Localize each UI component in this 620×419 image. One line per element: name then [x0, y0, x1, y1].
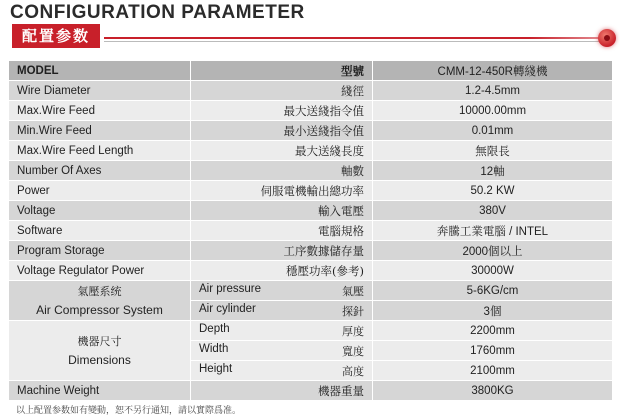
- row-label-en: Min.Wire Feed: [9, 121, 191, 141]
- header-label-cn: 型號: [191, 61, 373, 81]
- sub-label-en: Height: [199, 362, 233, 375]
- row-value: 2200mm: [373, 321, 613, 341]
- sub-label-cn: 厚度: [342, 324, 364, 338]
- table-row: [9, 241, 613, 261]
- row-value: 12軸: [373, 161, 613, 181]
- dimensions-label-en: Dimensions: [68, 352, 131, 367]
- sub-label-cn: 寬度: [342, 344, 364, 358]
- row-label-cn: 軸數: [191, 161, 373, 181]
- row-value: 2000個以上: [373, 241, 613, 261]
- table-row: [9, 261, 613, 281]
- table-row: [9, 181, 613, 201]
- table-row: [9, 81, 613, 101]
- row-label-cn: 穩壓功率(參考): [191, 261, 373, 281]
- row-value: 3個: [373, 301, 613, 321]
- header-rule-grey: [104, 41, 604, 42]
- row-label-cn: 綫徑: [191, 81, 373, 101]
- row-value: 3800KG: [373, 381, 613, 401]
- row-value: 5-6KG/cm: [373, 281, 613, 301]
- table-row: [9, 321, 613, 341]
- row-label-cn: 伺服電機輸出總功率: [191, 181, 373, 201]
- row-value: 50.2 KW: [373, 181, 613, 201]
- sub-label-en: Width: [199, 342, 229, 355]
- compressor-label-en: Air Compressor System: [36, 302, 163, 317]
- row-value: 1760mm: [373, 341, 613, 361]
- compressor-group-label: [9, 281, 191, 321]
- sub-label: [191, 341, 373, 361]
- row-label-en: Max.Wire Feed Length: [9, 141, 191, 161]
- row-label-cn: 工序數據儲存量: [191, 241, 373, 261]
- footnote: 以上配置参数如有變動，恕不另行通知，請以實際爲准。: [16, 406, 242, 416]
- compressor-label-cn: 氣壓系统: [77, 284, 122, 298]
- row-label-en: Voltage Regulator Power: [9, 261, 191, 281]
- header-rule-red: [104, 37, 604, 39]
- dimensions-label-cn: 機器尺寸: [77, 334, 122, 348]
- row-label-en: Number Of Axes: [9, 161, 191, 181]
- sub-label-en: Air pressure: [199, 282, 261, 295]
- table-row: [9, 201, 613, 221]
- header-value: CMM-12-450R轉綫機: [373, 61, 613, 81]
- sub-label-en: Air cylinder: [199, 302, 256, 315]
- row-label-en: Machine Weight: [9, 381, 191, 401]
- page-title: CONFIGURATION PARAMETER: [10, 2, 305, 23]
- table-header-row: [9, 61, 613, 81]
- row-label-en: Max.Wire Feed: [9, 101, 191, 121]
- sub-label: [191, 361, 373, 381]
- row-value: 380V: [373, 201, 613, 221]
- table-row: [9, 101, 613, 121]
- row-label-en: Wire Diameter: [9, 81, 191, 101]
- table-row: [9, 161, 613, 181]
- row-label-en: Program Storage: [9, 241, 191, 261]
- row-value: 2100mm: [373, 361, 613, 381]
- sub-label-en: Depth: [199, 322, 230, 335]
- sub-label: [191, 301, 373, 321]
- row-label-cn: 電腦規格: [191, 221, 373, 241]
- row-label-cn: 最大送綫長度: [191, 141, 373, 161]
- dimensions-group-label: [9, 321, 191, 381]
- sub-label-cn: 氣壓: [342, 284, 364, 298]
- table-row: [9, 281, 613, 301]
- section-badge: 配置参数: [12, 24, 100, 48]
- row-value: 30000W: [373, 261, 613, 281]
- row-label-cn: 輸入電壓: [191, 201, 373, 221]
- row-value: 1.2-4.5mm: [373, 81, 613, 101]
- header-label-en: MODEL: [9, 61, 191, 81]
- row-label-cn: 機器重量: [191, 381, 373, 401]
- row-label-cn: 最大送綫指令值: [191, 101, 373, 121]
- sub-label: [191, 281, 373, 301]
- row-label-cn: 最小送綫指令值: [191, 121, 373, 141]
- decorative-dot-icon: [598, 29, 616, 47]
- table-row: [9, 381, 613, 401]
- sub-label-cn: 探針: [342, 304, 364, 318]
- spec-table: [8, 60, 613, 401]
- row-value: 0.01mm: [373, 121, 613, 141]
- row-label-en: Power: [9, 181, 191, 201]
- row-label-en: Software: [9, 221, 191, 241]
- row-label-en: Voltage: [9, 201, 191, 221]
- table-row: [9, 141, 613, 161]
- table-row: [9, 221, 613, 241]
- sub-label-cn: 高度: [342, 364, 364, 378]
- table-row: [9, 121, 613, 141]
- row-value: 無限長: [373, 141, 613, 161]
- row-value: 10000.00mm: [373, 101, 613, 121]
- row-value: 奔騰工業電腦 / INTEL: [373, 221, 613, 241]
- sub-label: [191, 321, 373, 341]
